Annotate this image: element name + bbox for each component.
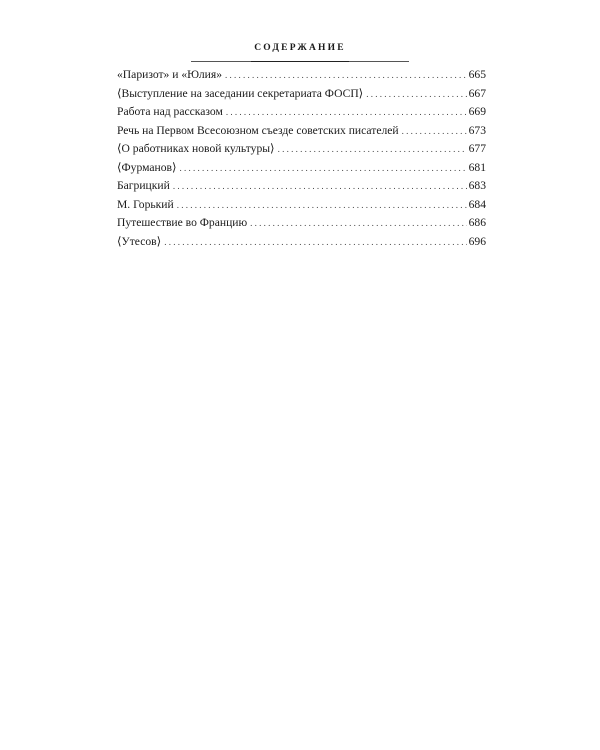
title-underline [251, 61, 349, 62]
toc-entry-page: 665 [468, 68, 486, 81]
toc-entry-page: 667 [468, 86, 486, 100]
dot-leader [177, 196, 467, 215]
toc-entry-title: ⟨Утесов⟩ [117, 234, 162, 248]
toc-entry[interactable] [117, 159, 486, 178]
toc-entry-title: Путешествие во Францию [117, 216, 248, 229]
toc-entry-page: 673 [468, 123, 486, 137]
toc-entry-title: Речь на Первом Всесоюзном съезде советских писателей [117, 123, 399, 137]
dot-leader [278, 140, 467, 159]
toc-entry[interactable] [117, 233, 486, 252]
toc-entry-page: 686 [468, 216, 486, 229]
toc-entry[interactable] [117, 177, 486, 196]
toc-entry[interactable] [117, 66, 486, 85]
dot-leader [225, 66, 467, 85]
page-title: СОДЕРЖАНИЕ [254, 43, 346, 53]
toc-entry-page: 696 [468, 234, 486, 248]
toc-entry[interactable] [117, 214, 486, 233]
toc-entry-page: 683 [468, 179, 486, 192]
dot-leader [164, 233, 466, 252]
dot-leader [226, 103, 467, 122]
dot-leader [180, 159, 467, 178]
toc-entry-title: ⟨О работниках новой культуры⟩ [117, 142, 275, 155]
table-of-contents [117, 66, 486, 251]
toc-entry[interactable] [117, 140, 486, 159]
toc-entry-title: ⟨Выступление на заседании секретариата ФОСП⟩ [117, 86, 364, 100]
toc-entry-page: 669 [468, 105, 486, 118]
toc-entry-title: Багрицкий [117, 179, 170, 192]
toc-entry[interactable] [117, 196, 486, 215]
toc-entry-title: Работа над рассказом [117, 105, 223, 118]
toc-entry-page: 681 [468, 160, 486, 174]
toc-entry[interactable] [117, 85, 486, 104]
toc-entry-title: «Паризот» и «Юлия» [117, 68, 223, 81]
toc-entry[interactable] [117, 103, 486, 122]
dot-leader [250, 214, 466, 233]
toc-entry[interactable] [117, 122, 486, 141]
dot-leader [402, 122, 467, 141]
dot-leader [366, 85, 466, 104]
toc-entry-title: ⟨Фурманов⟩ [117, 160, 177, 174]
page-header [0, 37, 600, 62]
toc-entry-title: М. Горький [117, 197, 174, 211]
toc-entry-page: 684 [468, 197, 486, 211]
toc-entry-page: 677 [468, 142, 486, 155]
dot-leader [173, 177, 467, 196]
